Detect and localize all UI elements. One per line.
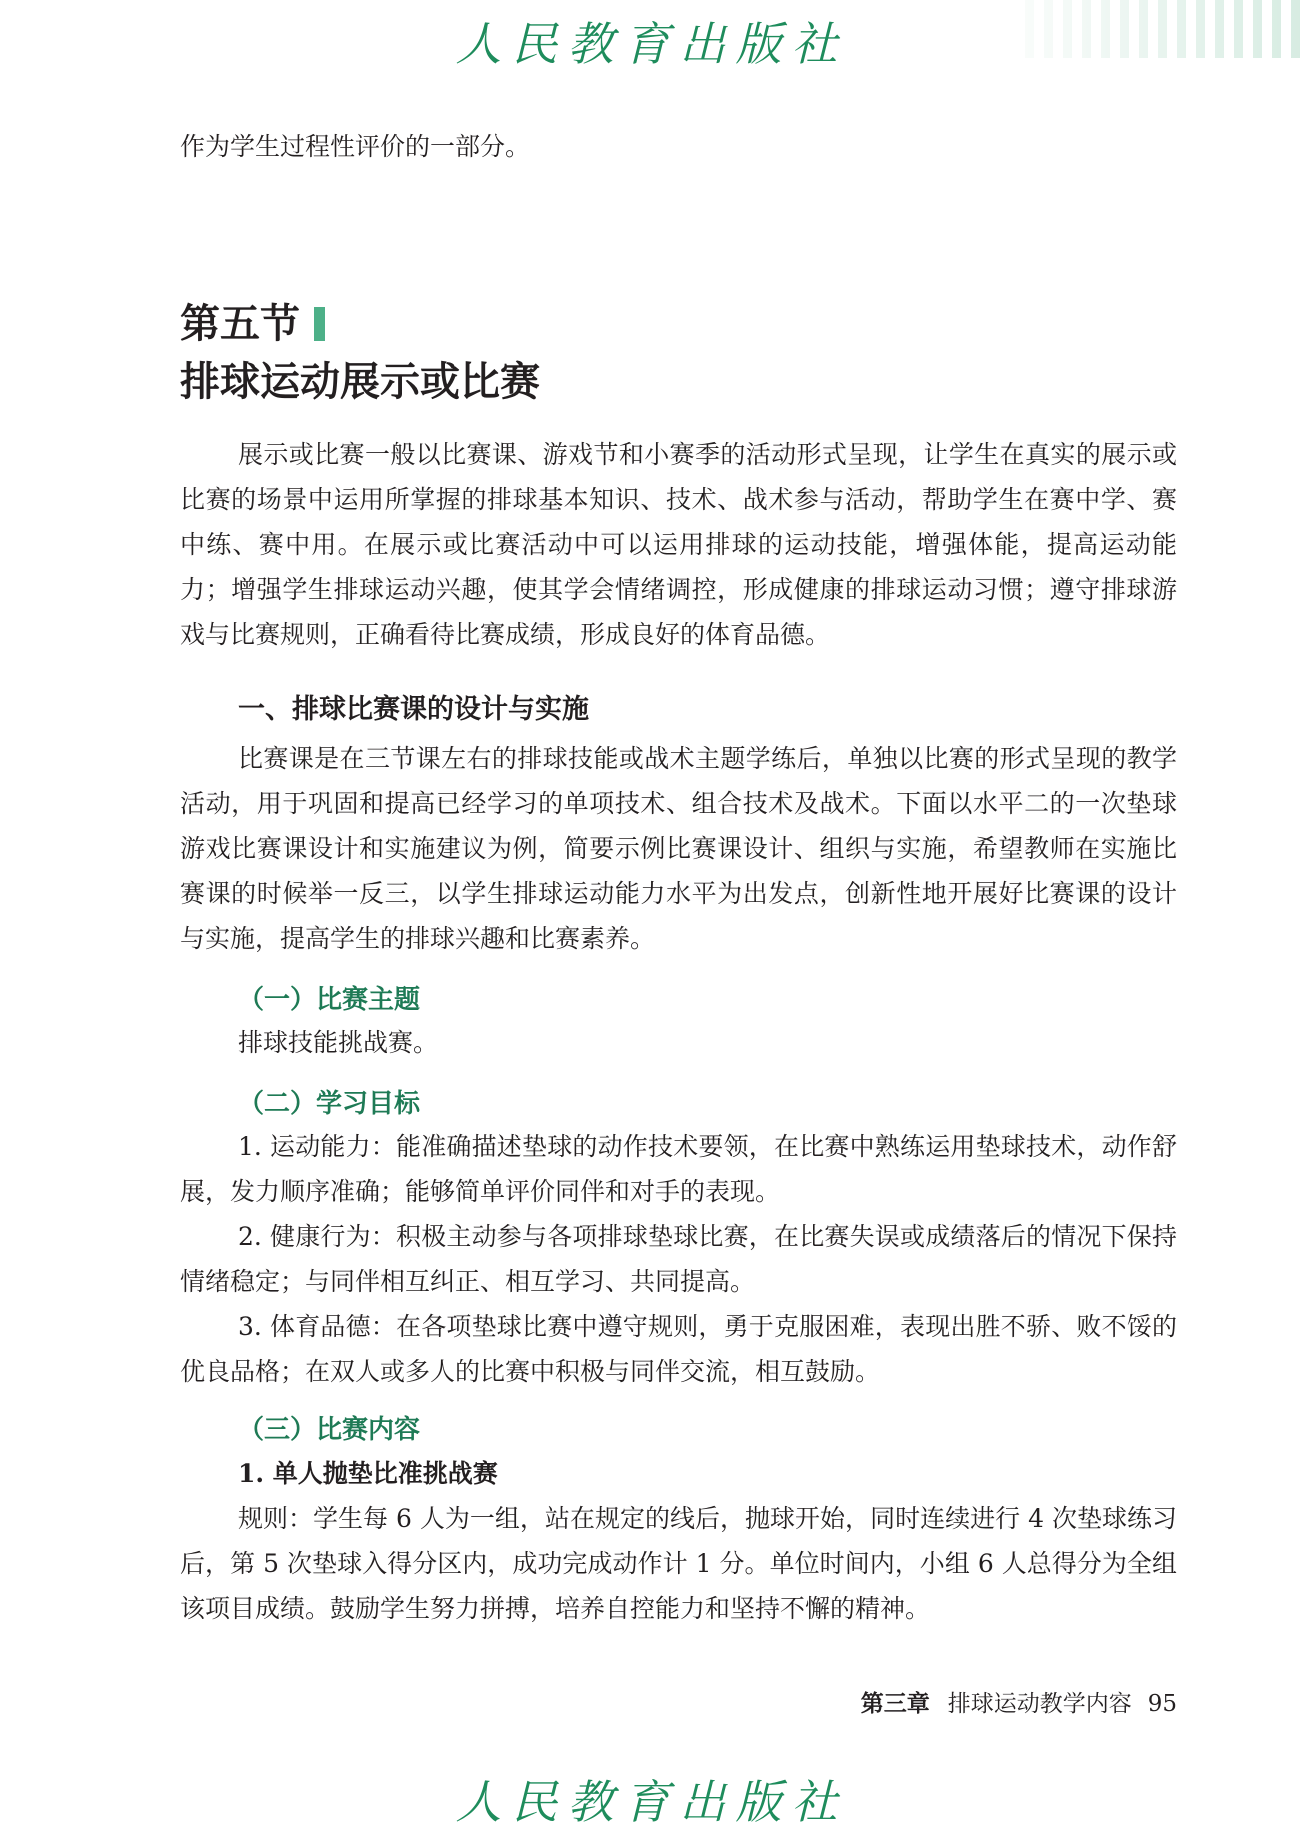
footer-chapter-number: 第三章 <box>860 1690 930 1717</box>
section-number-text: 第五节 <box>180 300 300 347</box>
section-number <box>180 298 325 350</box>
content-item-rules: 规则：学生每 6 人为一组，站在规定的线后，抛球开始，同时连续进行 4 次垫球练习后，第 5 次垫球入得分区内，成功完成动作计 1 分。单位时间内，小组 6 人总得分为全组该项目成绩。鼓励学生努力拼搏，培养自控能力和坚持不懈的精神。 <box>180 1504 1177 1623</box>
section-title: 排球运动展示或比赛 <box>180 358 540 405</box>
header-publisher-logo: 人民教育出版社 <box>455 17 848 71</box>
theme-text: 排球技能挑战赛。 <box>238 1028 439 1057</box>
intro-line: 作为学生过程性评价的一部分。 <box>180 132 531 161</box>
theme-heading: （一）比赛主题 <box>238 985 421 1015</box>
content-heading: （三）比赛内容 <box>238 1415 421 1445</box>
subsection-paragraph: 比赛课是在三节课左右的排球技能或战术主题学练后，单独以比赛的形式呈现的教学活动，用于巩固和提高已经学习的单项技术、组合技术及战术。下面以水平二的一次垫球游戏比赛课设计和实施建议为例，简要示例比赛课设计、组织与实施，希望教师在实施比赛课的时候举一反三，以学生排球运动能力水平为出发点，创新性地开展好比赛课的设计与实施，提高学生的排球兴趣和比赛素养。 <box>180 744 1177 953</box>
footer-chapter-label <box>861 1688 1177 1720</box>
goals-heading: （二）学习目标 <box>238 1089 421 1119</box>
section-intro-paragraph: 展示或比赛一般以比赛课、游戏节和小赛季的活动形式呈现，让学生在真实的展示或比赛的场景中运用所掌握的排球基本知识、技术、战术参与活动，帮助学生在赛中学、赛中练、赛中用。在展示或比赛活动中可以运用排球的运动技能，增强体能，提高运动能力；增强学生排球运动兴趣，使其学会情绪调控，形成健康的排球运动习惯；遵守排球游戏与比赛规则，正确看待比赛成绩，形成良好的体育品德。 <box>180 440 1177 649</box>
goal-item: 1. 运动能力：能准确描述垫球的动作技术要领，在比赛中熟练运用垫球技术，动作舒展，发力顺序准确；能够简单评价同伴和对手的表现。 <box>180 1132 1177 1206</box>
goal-item: 2. 健康行为：积极主动参与各项排球垫球比赛，在比赛失误或成绩落后的情况下保持情绪稳定；与同伴相互纠正、相互学习、共同提高。 <box>180 1222 1177 1296</box>
footer-page-number: 95 <box>1147 1691 1177 1717</box>
subsection-heading: 一、排球比赛课的设计与实施 <box>238 694 589 725</box>
goal-item: 3. 体育品德：在各项垫球比赛中遵守规则，勇于克服困难，表现出胜不骄、败不馁的优良品格；在双人或多人的比赛中积极与同伴交流，相互鼓励。 <box>180 1312 1177 1386</box>
footer-chapter-title: 排球运动教学内容 <box>947 1691 1132 1717</box>
footer-publisher-logo: 人民教育出版社 <box>455 1775 848 1829</box>
section-accent-bar <box>314 307 325 341</box>
content-item-title: 1. 单人抛垫比准挑战赛 <box>238 1459 498 1488</box>
